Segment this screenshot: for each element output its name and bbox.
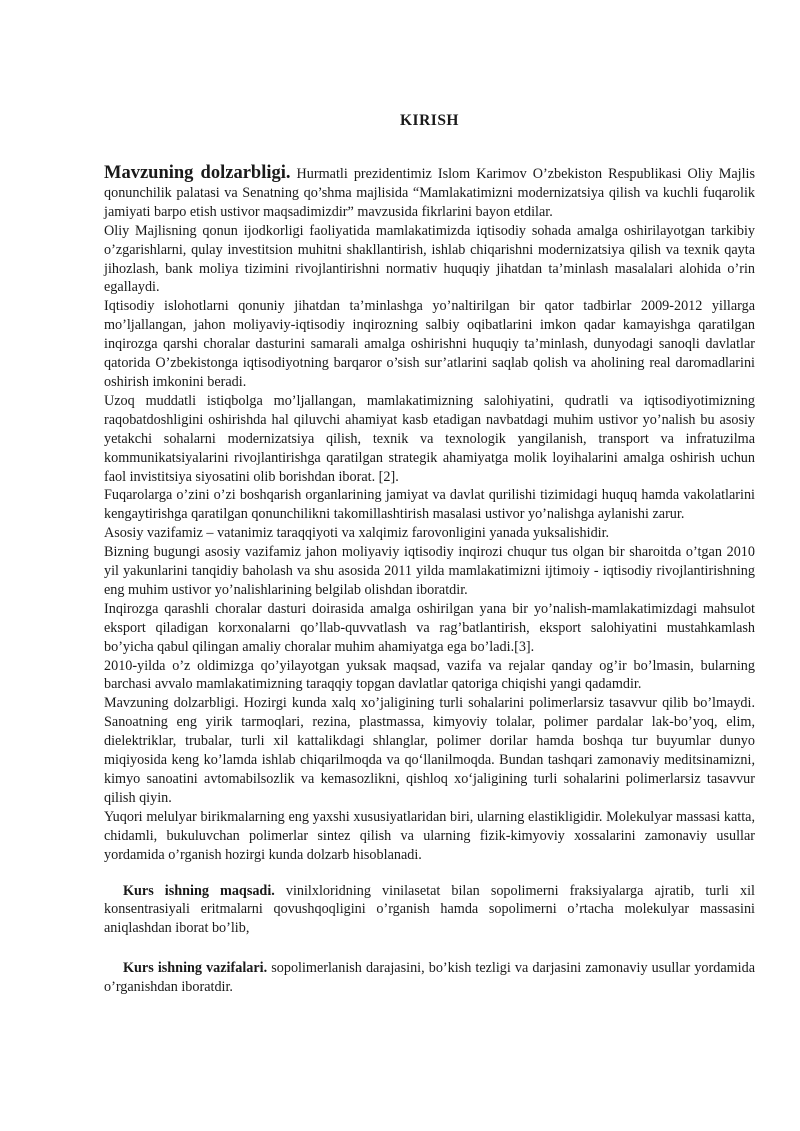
intro-paragraph	[104, 164, 755, 222]
paragraph: Mavzuning dolzarbligi. Hozirgi kunda xalq xo’jaligining turli sohalarini polimerlarsiz tasavvur qilib bo’lmaydi. Sanoatning eng yirik tarmoqlari, rezina, plastmassa, kimyoviy tolalar, polimer pardalar lak-bo’yoq, elim, dielektriklar, trubalar, turli xil kattalikdagi shlanglar, polimer dorilar hamda boshqa tur buyumlar dunyo miqiyosida keng ko’lamda ishlab chiqarilmoqda va qo‘llanilmoqda. Bundan tashqari zamonaviy meditsinamizni, kimyo sanoatini avtomabilsozlik va kemasozlikni, qishloq xo‘jaligining turli sohalarini polimerlarsiz tasavvur qilish qiyin.	[104, 695, 755, 806]
paragraph: Fuqarolarga o’zini o’zi boshqarish organlarining jamiyat va davlat qurilishi tizimidagi huquq hamda vakolatlarini kengaytirishga qaratilgan qonunchilikni takomillashtirish masalasi ustivor yo’nalishga aylanishi zarur.	[104, 487, 755, 523]
goal-label: Kurs ishning maqsadi.	[123, 882, 275, 899]
intro-lead: Mavzuning dolzarbligi.	[104, 163, 291, 183]
paragraph: 2010-yilda o’z oldimizga qo’yilayotgan yuksak maqsad, vazifa va rejalar qanday og’ir bo’lmasin, bularning barchasi avvalo mamlakatimizning taraqqiy topgan davlatlar qatoriga chiqishi yangi qadamdir.	[104, 657, 755, 693]
goal-paragraph	[104, 882, 755, 939]
paragraph: Iqtisodiy islohotlarni qonuniy jihatdan ta’minlashga yo’naltirilgan bir qator tadbirlar 2009-2012 yillarga mo’ljallangan, jahon moliyaviy-iqtisodiy inqirozning salbiy oqibatlarini imkon qadar kamayishga qaratilgan inqirozga qarshi choralar dasturini samarali amalga oshirishni huquqiy ta’minlash, dunyodagi sanoqli davlatlar qatorida O’zbekistonga iqtisodiyotning barqaror o’sish sur’atlarini saqlab qolish va aholining real daromadlarini oshirish imkonini beradi.	[104, 298, 755, 390]
paragraph: Yuqori melulyar birikmalarning eng yaxshi xususiyatlaridan biri, ularning elastikligidir. Molekulyar massasi katta, chidamli, bukuluvchan polimerlar sintez qilish va ularning fizik-kimyoviy xossalarini zamonaviy usullar yordamida o’rganish hozirgi kunda dolzarb hisoblanadi.	[104, 808, 755, 863]
tasks-text: sopolimerlanish darajasini, bo’kish tezligi va darjasini zamonaviy usullar yordamida o’rganishdan iboratdir.	[104, 960, 756, 996]
paragraph: Asosiy vazifamiz – vatanimiz taraqqiyoti va xalqimiz farovonligini yanada yuksalishidir.	[104, 525, 610, 542]
paragraph: Bizning bugungi asosiy vazifamiz jahon moliyaviy iqtisodiy inqirozi chuqur tus olgan bir sharoitda o’tgan 2010 yil yakunlarini tanqidiy baholash va shu asosida 2011 yilda mamlakatimizni ijtimoiy - iqtisodiy rivojlantirishning eng muhim ustivor yo’nalishlarining belgilab olishdan iboratdir.	[104, 544, 755, 598]
document-body	[104, 164, 755, 997]
goal-text: vinilxloridning vinilasetat bilan sopolimerni fraksiyalarga ajratib, turli xil konsentrasiyali eritmalarni qovushqoqligini o’rganish hamda sopolimerni o’rtacha molekulyar massasini aniqlashdan iborat bo’lib,	[104, 882, 755, 937]
tasks-paragraph	[104, 959, 755, 997]
intro-text: Hurmatli prezidentimiz Islom Karimov O’zbekiston Respublikasi Oliy Majlis qonunchilik palatasi va Senatning qo’shma majlisida “Mamlakatimizni modernizatsiya qilish va kuchli fuqarolik jamiyati barpo etish ustivor maqsadimizdir” mavzusida fikrlarini bayon etdilar.	[104, 166, 755, 220]
paragraph: Uzoq muddatli istiqbolga mo’ljallangan, mamlakatimizning salohiyatini, qudratli va iqtisodiyotimizning raqobatdoshligini oshirishda hal qiluvchi ahamiyat kasb etadigan navbatdagi muhim ustivor yo’nalish bu asosiy yetakchi sohalarni modernizatsiya qilish, texnik va texnologik yangilanish, transport va infratuzilma kommunikatsiyalarini rivojlantirishga qaratilgan strategik ahamiyatga molik loyihalarini amalga oshirish uchun faol invistitsiya siyosatini olib borishdan iborat. [2].	[104, 392, 755, 485]
page-title: KIRISH	[400, 112, 459, 129]
paragraph: Oliy Majlisning qonun ijodkorligi faoliyatida mamlakatimizda iqtisodiy sohada amalga oshirilayotgan tarkibiy o’zgarishlarni, qulay investitsion muhitni shakllantirish, ishlab chiqarishni modernizatsiya qilish va texnik qayta jihozlash, bank moliya tizimini rivojlantirishni normativ huquqiy jihatdan ta’minlash masalalari alohida o’rin egallaydi.	[104, 222, 755, 296]
tasks-label: Kurs ishning vazifalari.	[123, 960, 268, 977]
paragraph: Inqirozga qarashli choralar dasturi doirasida amalga oshirilgan yana bir yo’nalish-mamlakatimizdagi mahsulot eksport qiladigan korxonalarni qo’llab-quvvatlash va rag’batlantirish, eksport salohiyatini mustahkamlash bo’yicha qabul qilingan amaliy choralar muhim ahamiyatga ega bo’ladi.[3].	[104, 600, 755, 655]
